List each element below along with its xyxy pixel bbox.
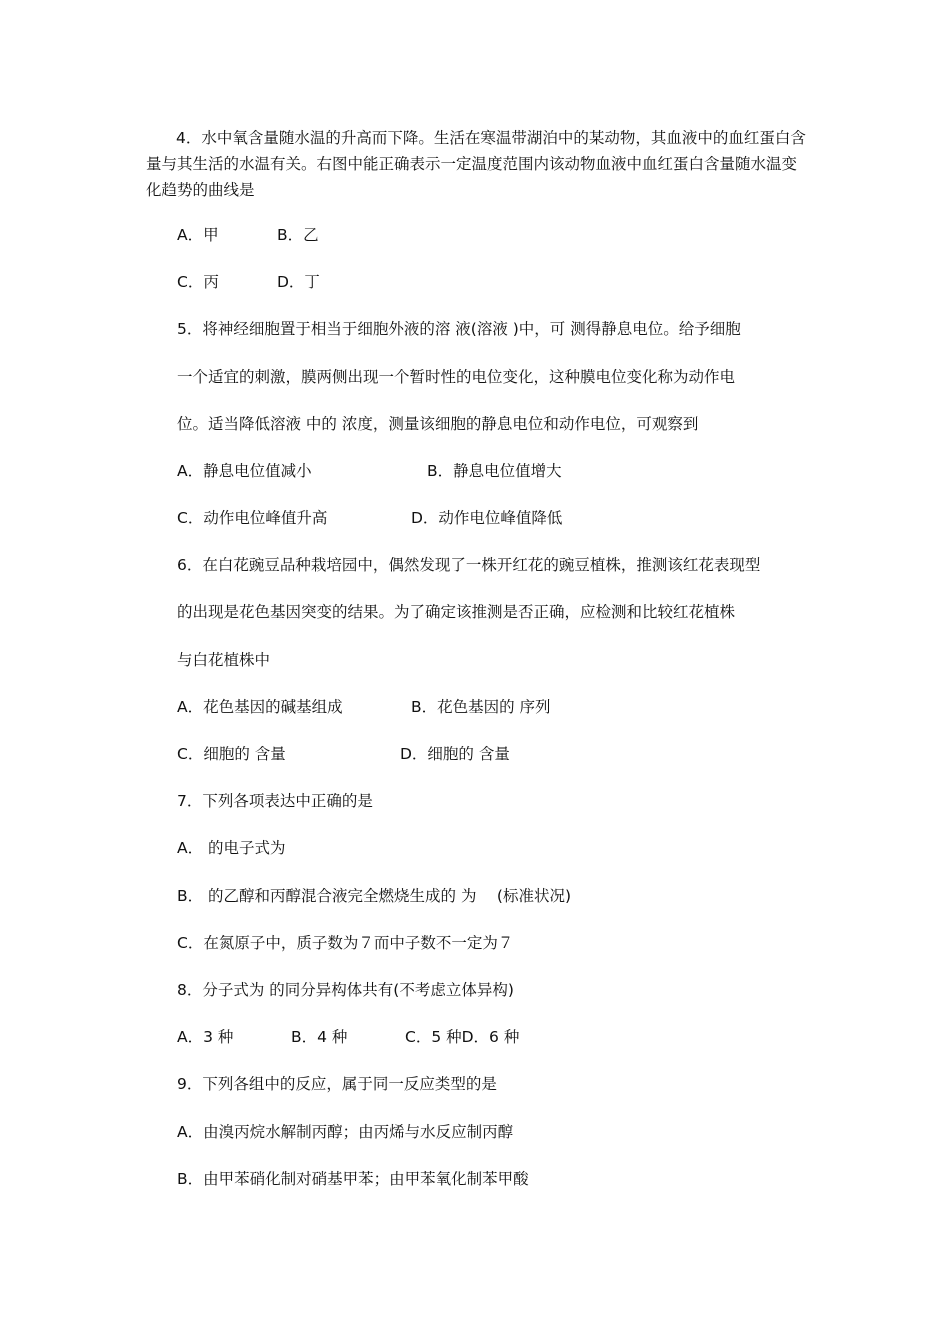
question-5-option-a: A．静息电位值减小 — [177, 462, 312, 480]
question-6-stem-line-2: 的出现是花色基因突变的结果。为了确定该推测是否正确，应检测和比较红花植株 — [177, 603, 736, 621]
question-8-option-c-d: C．5 种D．6 种 — [405, 1028, 520, 1046]
question-4-option-b: B．乙 — [277, 226, 319, 244]
question-6-option-b: B．花色基因的 序列 — [411, 698, 551, 716]
question-6-option-a: A．花色基因的碱基组成 — [177, 698, 343, 716]
question-5-stem-line-1: 5．将神经细胞置于相当于细胞外液的溶 液(溶液 )中，可 测得静息电位。给予细胞 — [177, 320, 741, 338]
question-7-option-c: C．在氮原子中，质子数为７而中子数不一定为７ — [177, 934, 514, 952]
question-6-stem-line-1: 6．在白花豌豆品种栽培园中，偶然发现了一株开红花的豌豆植株，推测该红花表现型 — [177, 556, 761, 574]
question-6-option-d: D．细胞的 含量 — [400, 745, 510, 763]
question-6-option-c: C．细胞的 含量 — [177, 745, 286, 763]
question-5-stem-line-2: 一个适宜的刺激，膜两侧出现一个暂时性的电位变化，这种膜电位变化称为动作电 — [177, 368, 736, 386]
question-5-stem-line-3: 位。适当降低溶液 中的 浓度，测量该细胞的静息电位和动作电位，可观察到 — [177, 415, 699, 433]
question-5-option-c: C．动作电位峰值升高 — [177, 509, 328, 527]
question-4-option-d: D．丁 — [277, 273, 320, 291]
question-5-option-b: B．静息电位值增大 — [427, 462, 562, 480]
question-7-option-b: B． 的乙醇和丙醇混合液完全燃烧生成的 为 (标准状况) — [177, 887, 572, 905]
question-9-option-a: A．由溴丙烷水解制丙醇；由丙烯与水反应制丙醇 — [177, 1123, 514, 1141]
question-8-stem: 8．分子式为 的同分异构体共有(不考虑立体异构) — [177, 981, 514, 999]
question-8-option-b: B．4 种 — [291, 1028, 348, 1046]
question-5-option-d: D．动作电位峰值降低 — [411, 509, 563, 527]
question-8-option-a: A．3 种 — [177, 1028, 234, 1046]
question-6-stem-line-3: 与白花植株中 — [177, 651, 271, 669]
question-4-option-c: C．丙 — [177, 273, 219, 291]
question-4-option-a: A．甲 — [177, 226, 219, 244]
question-7-option-a: A． 的电子式为 — [177, 839, 286, 857]
question-9-option-b: B．由甲苯硝化制对硝基甲苯；由甲苯氧化制苯甲酸 — [177, 1170, 529, 1188]
question-4-stem: 4．水中氧含量随水温的升高而下降。生活在寒温带湖泊中的某动物，其血液中的血红蛋白含量与其生活的水温有关。右图中能正确表示一定温度范围内该动物血液中血红蛋白含量随水温变化趋势的曲线是 — [146, 129, 806, 199]
question-9-stem: 9．下列各组中的反应，属于同一反应类型的是 — [177, 1075, 497, 1093]
question-7-stem: 7．下列各项表达中正确的是 — [177, 792, 373, 810]
